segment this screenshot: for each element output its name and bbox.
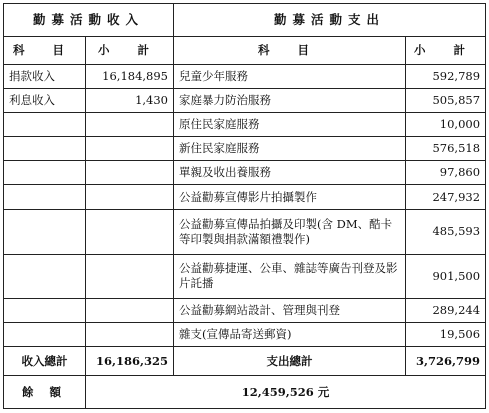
- empty-income-cell: [4, 254, 86, 298]
- income-item-column-header: 科 目: [4, 36, 86, 64]
- expense-amount: 10,000: [406, 113, 486, 137]
- table-row: [4, 113, 486, 137]
- expense-amount: 485,593: [406, 209, 486, 254]
- expense-item-column-header: 科 目: [174, 36, 406, 64]
- income-amount: 16,184,895: [86, 64, 174, 88]
- table-row: [4, 161, 486, 185]
- table-row: [4, 64, 486, 88]
- income-amount: 1,430: [86, 88, 174, 112]
- table-row: [4, 298, 486, 322]
- empty-income-cell: [86, 322, 174, 346]
- empty-income-cell: [86, 161, 174, 185]
- expense-amount: 247,932: [406, 185, 486, 209]
- expense-amount: 97,860: [406, 161, 486, 185]
- section-header-row: [4, 4, 486, 37]
- empty-income-cell: [86, 254, 174, 298]
- expense-item: 家庭暴力防治服務: [174, 88, 406, 112]
- income-total-value: 16,186,325: [86, 347, 174, 376]
- expense-item: 公益勸募宣傳影片拍攝製作: [174, 185, 406, 209]
- balance-row: [4, 376, 486, 409]
- expense-item: 單親及收出養服務: [174, 161, 406, 185]
- balance-value: 12,459,526 元: [86, 376, 486, 409]
- expense-amount: 901,500: [406, 254, 486, 298]
- expense-subtotal-column-header: 小 計: [406, 36, 486, 64]
- expense-amount: 19,506: [406, 322, 486, 346]
- expense-item: 公益勸募捷運、公車、雜誌等廣告刊登及影片託播: [174, 254, 406, 298]
- expense-amount: 289,244: [406, 298, 486, 322]
- donation-activity-ledger: [3, 3, 486, 409]
- income-subtotal-column-header: 小 計: [86, 36, 174, 64]
- expense-item: 公益勸募網站設計、管理與刊登: [174, 298, 406, 322]
- empty-income-cell: [86, 298, 174, 322]
- table-row: [4, 322, 486, 346]
- income-item: 捐款收入: [4, 64, 86, 88]
- table-row: [4, 88, 486, 112]
- empty-income-cell: [4, 137, 86, 161]
- expense-amount: 576,518: [406, 137, 486, 161]
- empty-income-cell: [4, 185, 86, 209]
- empty-income-cell: [86, 209, 174, 254]
- expense-amount: 592,789: [406, 64, 486, 88]
- expense-item: 原住民家庭服務: [174, 113, 406, 137]
- expense-section-header: 勤募活動支出: [174, 4, 486, 37]
- table-row: [4, 137, 486, 161]
- balance-label: 餘 額: [4, 376, 86, 409]
- totals-row: [4, 347, 486, 376]
- empty-income-cell: [4, 113, 86, 137]
- income-section-header: 勤募活動收入: [4, 4, 174, 37]
- table-row: [4, 209, 486, 254]
- expense-item: 兒童少年服務: [174, 64, 406, 88]
- empty-income-cell: [86, 185, 174, 209]
- income-item: 利息收入: [4, 88, 86, 112]
- empty-income-cell: [4, 298, 86, 322]
- expense-amount: 505,857: [406, 88, 486, 112]
- column-header-row: [4, 36, 486, 64]
- expense-item: 新住民家庭服務: [174, 137, 406, 161]
- expense-total-value: 3,726,799: [406, 347, 486, 376]
- empty-income-cell: [4, 161, 86, 185]
- expense-item: 雜支(宣傳品寄送郵資): [174, 322, 406, 346]
- expense-item: 公益勸募宣傳品拍攝及印製(含 DM、酷卡等印製與捐款滿額禮製作): [174, 209, 406, 254]
- empty-income-cell: [86, 137, 174, 161]
- table-row: [4, 185, 486, 209]
- table-row: [4, 254, 486, 298]
- empty-income-cell: [4, 322, 86, 346]
- empty-income-cell: [4, 209, 86, 254]
- income-total-label: 收入總計: [4, 347, 86, 376]
- expense-total-label: 支出總計: [174, 347, 406, 376]
- empty-income-cell: [86, 113, 174, 137]
